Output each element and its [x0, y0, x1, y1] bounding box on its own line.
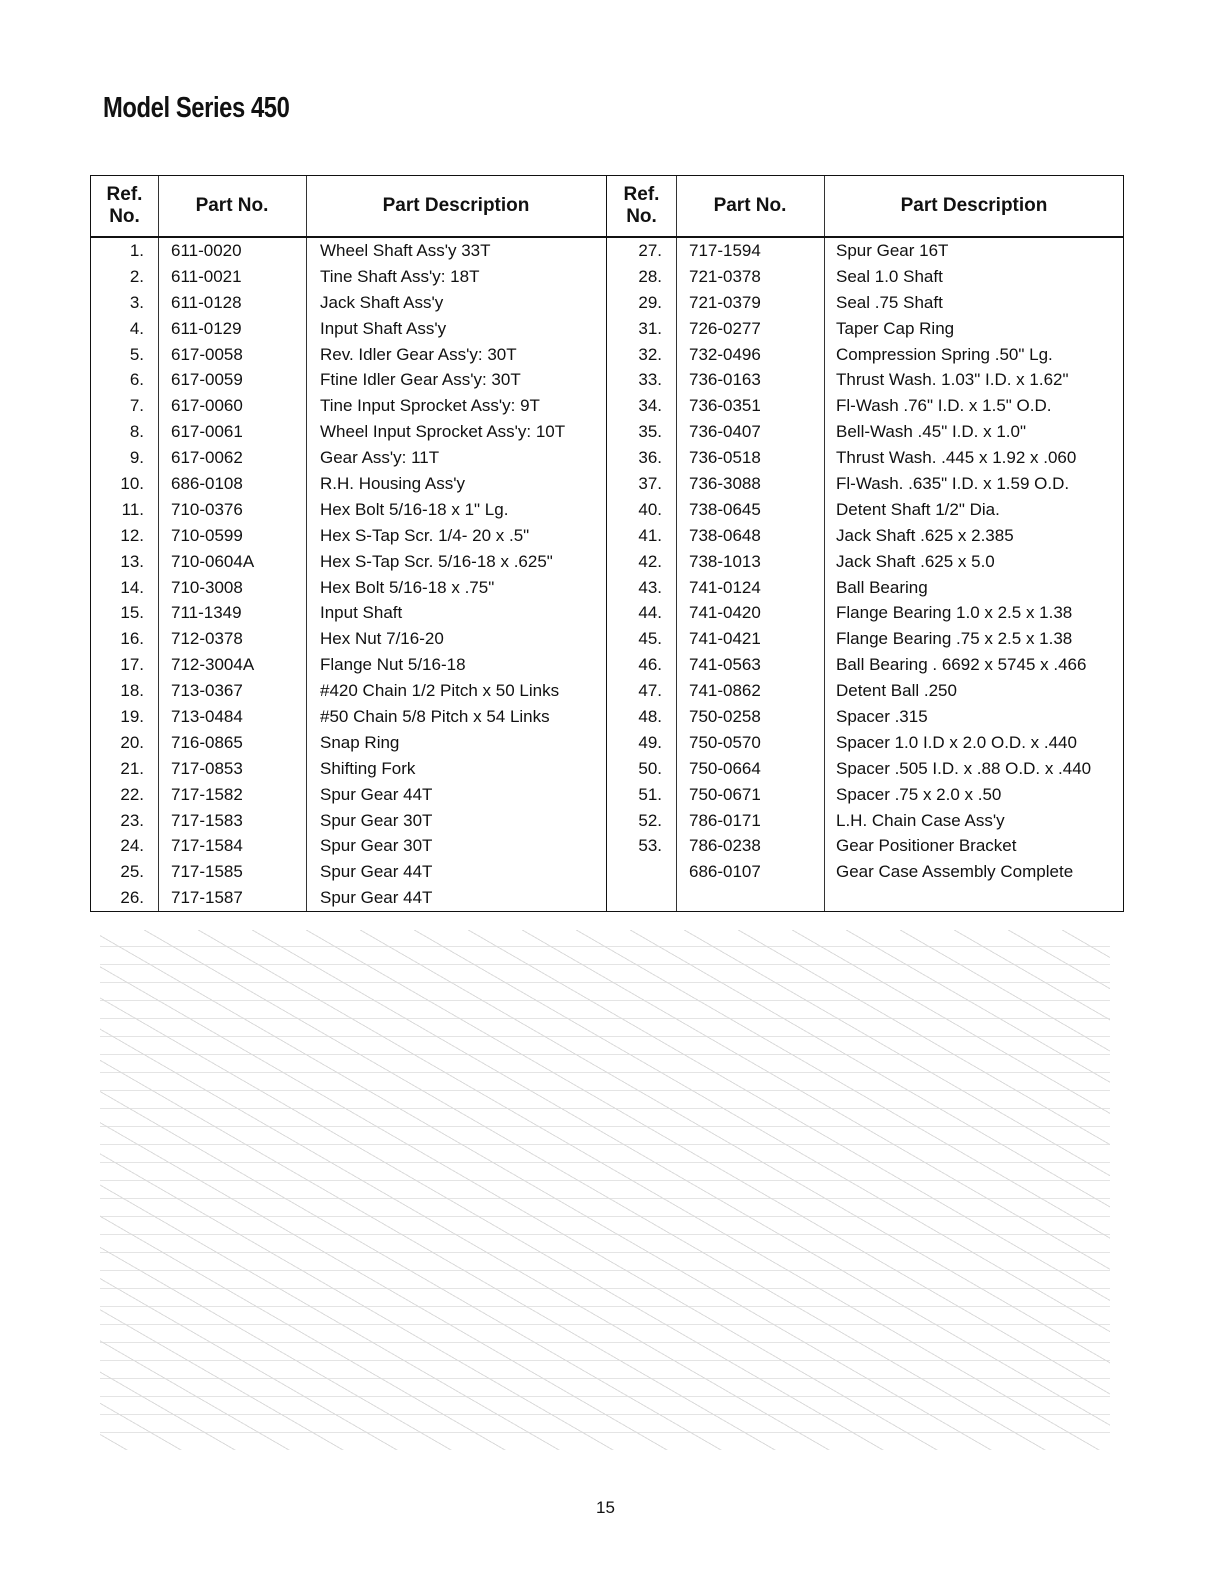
part-no-cell: 717-1585 — [171, 862, 243, 882]
table-row — [91, 756, 606, 782]
part-description-cell: Thrust Wash. 1.03" I.D. x 1.62" — [836, 370, 1069, 390]
table-row — [607, 445, 1123, 471]
part-description-cell: Spacer 1.0 I.D x 2.0 O.D. x .440 — [836, 732, 1077, 752]
part-description-cell: Fl-Wash .76" I.D. x 1.5" O.D. — [836, 396, 1052, 416]
ref-no-cell: 44. — [638, 603, 662, 623]
table-row — [91, 704, 606, 730]
ref-no-cell: 21. — [120, 758, 144, 778]
table-body — [607, 238, 1123, 885]
part-description-cell: Fl-Wash. .635" I.D. x 1.59 O.D. — [836, 474, 1070, 494]
part-no-cell: 741-0124 — [689, 577, 761, 597]
page-number: 15 — [596, 1498, 615, 1517]
table-row — [607, 316, 1123, 342]
ref-no-cell: 47. — [638, 681, 662, 701]
part-no-cell: 713-0367 — [171, 681, 243, 701]
part-description-cell: Hex S-Tap Scr. 1/4- 20 x .5" — [320, 525, 530, 545]
table-row — [91, 238, 606, 264]
ref-no-cell: 32. — [638, 344, 662, 364]
part-no-cell: 750-0258 — [689, 707, 761, 727]
table-row — [607, 600, 1123, 626]
table-row — [607, 782, 1123, 808]
part-no-cell: 617-0062 — [171, 448, 243, 468]
part-no-cell: 738-1013 — [689, 551, 761, 571]
ref-no-cell: 5. — [129, 344, 144, 364]
ref-no-cell: 14. — [120, 577, 144, 597]
table-row — [607, 808, 1123, 834]
table-row — [91, 497, 606, 523]
ref-no-cell: 4. — [129, 318, 144, 338]
ref-no-cell: 40. — [638, 499, 662, 519]
ref-no-cell: 1. — [129, 241, 144, 260]
table-row — [91, 264, 606, 290]
ref-no-cell: 12. — [120, 525, 144, 545]
ref-no-cell: 52. — [638, 810, 662, 830]
part-no-cell: 721-0379 — [689, 292, 761, 312]
table-row — [607, 238, 1123, 264]
table-row — [607, 626, 1123, 652]
part-no-cell: 712-3004A — [171, 655, 255, 675]
part-no-cell: 741-0862 — [689, 681, 761, 701]
scan-dot-pattern — [100, 930, 1110, 1450]
part-no-cell: 611-0021 — [171, 266, 242, 286]
part-no-cell: 686-0107 — [689, 862, 761, 882]
table-row — [607, 575, 1123, 601]
part-description-cell: Flange Nut 5/16-18 — [320, 655, 466, 675]
table-row — [607, 342, 1123, 368]
part-description-cell: L.H. Chain Case Ass'y — [836, 810, 1005, 830]
table-row — [91, 885, 606, 911]
parts-table — [90, 175, 1124, 912]
part-no-cell: 710-3008 — [171, 577, 243, 597]
ref-no-cell: 17. — [120, 655, 144, 675]
ref-no-cell: 29. — [638, 292, 662, 312]
table-row — [91, 342, 606, 368]
part-no-cell: 741-0563 — [689, 655, 761, 675]
part-description-cell: Flange Bearing .75 x 2.5 x 1.38 — [836, 629, 1073, 649]
table-row — [607, 523, 1123, 549]
ref-no-cell: 15. — [120, 603, 144, 623]
ref-no-cell: 20. — [120, 732, 144, 752]
part-no-cell: 717-1587 — [171, 888, 243, 908]
part-description-cell: Tine Shaft Ass'y: 18T — [320, 266, 480, 286]
part-description-cell: Ftine Idler Gear Ass'y: 30T — [320, 370, 521, 390]
part-no-cell: 716-0865 — [171, 732, 243, 752]
table-row — [607, 264, 1123, 290]
part-description-cell: #50 Chain 5/8 Pitch x 54 Links — [320, 707, 550, 727]
table-row — [91, 600, 606, 626]
part-description-cell: Spur Gear 30T — [320, 810, 433, 830]
table-row — [91, 393, 606, 419]
ref-no-cell: 13. — [120, 551, 144, 571]
part-no-cell: 686-0108 — [171, 474, 243, 494]
part-no-cell: 611-0129 — [171, 318, 242, 338]
ref-no-cell: 25. — [120, 862, 144, 882]
part-no-cell: 712-0378 — [171, 629, 243, 649]
ref-no-cell: 7. — [129, 396, 144, 416]
part-no-cell: 741-0421 — [689, 629, 761, 649]
part-description-cell: Spur Gear 44T — [320, 888, 433, 908]
part-description-cell: Hex Bolt 5/16-18 x 1" Lg. — [320, 499, 509, 519]
part-description-cell: Hex Bolt 5/16-18 x .75" — [320, 577, 495, 597]
ref-no-cell: 24. — [120, 836, 144, 856]
part-no-cell: 617-0058 — [171, 344, 243, 364]
ref-no-cell: 3. — [129, 292, 144, 312]
part-description-cell: Hex Nut 7/16-20 — [320, 629, 444, 649]
part-no-cell: 717-1583 — [171, 810, 243, 830]
part-no-cell: 738-0648 — [689, 525, 761, 545]
ref-no-cell: 35. — [638, 422, 662, 442]
part-description-cell: Thrust Wash. .445 x 1.92 x .060 — [836, 448, 1077, 468]
ref-no-cell: 45. — [638, 629, 662, 649]
part-description-cell: Spur Gear 30T — [320, 836, 433, 856]
header-ref-no: Ref. No. — [623, 184, 660, 227]
ref-no-cell: 37. — [638, 474, 662, 494]
table-row — [91, 471, 606, 497]
part-description-cell: Flange Bearing 1.0 x 2.5 x 1.38 — [836, 603, 1073, 623]
part-description-cell: Seal .75 Shaft — [836, 292, 943, 312]
part-no-cell: 721-0378 — [689, 266, 761, 286]
part-description-cell: Wheel Shaft Ass'y 33T — [320, 241, 491, 260]
part-description-cell: #420 Chain 1/2 Pitch x 50 Links — [320, 681, 560, 701]
table-row — [607, 652, 1123, 678]
header-part-no: Part No. — [195, 195, 269, 216]
part-no-cell: 750-0671 — [689, 784, 761, 804]
part-description-cell: Jack Shaft Ass'y — [320, 292, 444, 312]
part-description-cell: Bell-Wash .45" I.D. x 1.0" — [836, 422, 1027, 442]
table-row — [607, 471, 1123, 497]
part-description-cell: Jack Shaft .625 x 2.385 — [836, 525, 1014, 545]
part-no-cell: 717-0853 — [171, 758, 243, 778]
part-description-cell: Gear Ass'y: 11T — [320, 448, 440, 468]
part-description-cell: Input Shaft Ass'y — [320, 318, 447, 338]
part-description-cell: Rev. Idler Gear Ass'y: 30T — [320, 344, 517, 364]
part-description-cell: Gear Positioner Bracket — [836, 836, 1017, 856]
part-no-cell: 736-0407 — [689, 422, 761, 442]
part-description-cell: Compression Spring .50" Lg. — [836, 344, 1053, 364]
part-no-cell: 711-1349 — [171, 603, 242, 623]
ref-no-cell: 16. — [120, 629, 144, 649]
part-no-cell: 736-0351 — [689, 396, 761, 416]
part-no-cell: 717-1584 — [171, 836, 243, 856]
ref-no-cell: 51. — [638, 784, 662, 804]
part-no-cell: 717-1594 — [689, 241, 761, 260]
ref-no-cell: 41. — [638, 525, 662, 545]
page-title: Model Series 450 — [103, 92, 290, 124]
part-description-cell: Seal 1.0 Shaft — [836, 266, 943, 286]
part-description-cell: Spacer .75 x 2.0 x .50 — [836, 784, 1002, 804]
part-description-cell: Spur Gear 44T — [320, 784, 433, 804]
part-no-cell: 710-0376 — [171, 499, 243, 519]
ref-no-cell: 28. — [638, 266, 662, 286]
table-row — [91, 523, 606, 549]
table-row — [607, 756, 1123, 782]
ref-no-cell: 34. — [638, 396, 662, 416]
part-no-cell: 611-0020 — [171, 241, 242, 260]
ref-no-cell: 46. — [638, 655, 662, 675]
ref-no-cell: 22. — [120, 784, 144, 804]
part-no-cell: 750-0664 — [689, 758, 761, 778]
ref-no-cell: 18. — [120, 681, 144, 701]
part-description-cell: Detent Shaft 1/2" Dia. — [836, 499, 1000, 519]
table-row — [607, 678, 1123, 704]
table-row — [91, 290, 606, 316]
table-row — [91, 859, 606, 885]
ref-no-cell: 9. — [129, 448, 144, 468]
table-row — [607, 730, 1123, 756]
header-part-description: Part Description — [900, 195, 1048, 216]
ref-no-cell: 27. — [638, 241, 662, 260]
part-description-cell: Spacer .505 I.D. x .88 O.D. x .440 — [836, 758, 1092, 778]
part-description-cell: Detent Ball .250 — [836, 681, 957, 701]
ref-no-cell: 31. — [638, 318, 662, 338]
table-row — [91, 626, 606, 652]
part-no-cell: 717-1582 — [171, 784, 243, 804]
parts-table-right — [607, 176, 1123, 911]
part-no-cell: 736-3088 — [689, 474, 761, 494]
table-row — [91, 833, 606, 859]
table-row — [91, 652, 606, 678]
part-no-cell: 786-0171 — [689, 810, 761, 830]
part-no-cell: 736-0163 — [689, 370, 761, 390]
part-description-cell: Tine Input Sprocket Ass'y: 9T — [320, 396, 540, 416]
table-row — [91, 782, 606, 808]
ref-no-cell: 26. — [120, 888, 144, 908]
table-row — [607, 367, 1123, 393]
part-description-cell: R.H. Housing Ass'y — [320, 474, 465, 494]
header-ref-no: Ref. No. — [106, 184, 143, 227]
part-description-cell: Wheel Input Sprocket Ass'y: 10T — [320, 422, 566, 442]
table-row — [607, 497, 1123, 523]
part-description-cell: Ball Bearing — [836, 577, 928, 597]
ref-no-cell: 42. — [638, 551, 662, 571]
ref-no-cell: 11. — [121, 499, 144, 519]
part-no-cell: 786-0238 — [689, 836, 761, 856]
table-body — [91, 238, 606, 911]
ref-no-cell: 8. — [129, 422, 144, 442]
part-no-cell: 617-0059 — [171, 370, 243, 390]
part-no-cell: 617-0060 — [171, 396, 243, 416]
ref-no-cell: 36. — [638, 448, 662, 468]
part-no-cell: 617-0061 — [171, 422, 243, 442]
header-part-no: Part No. — [713, 195, 787, 216]
part-no-cell: 736-0518 — [689, 448, 761, 468]
part-description-cell: Hex S-Tap Scr. 5/16-18 x .625" — [320, 551, 553, 571]
part-description-cell: Spur Gear 44T — [320, 862, 433, 882]
part-description-cell: Snap Ring — [320, 732, 400, 752]
table-row — [91, 678, 606, 704]
part-description-cell: Spur Gear 16T — [836, 241, 949, 260]
part-description-cell: Spacer .315 — [836, 707, 928, 727]
part-description-cell: Jack Shaft .625 x 5.0 — [836, 551, 995, 571]
part-no-cell: 710-0604A — [171, 551, 255, 571]
part-no-cell: 713-0484 — [171, 707, 243, 727]
ref-no-cell: 53. — [638, 836, 662, 856]
table-row — [607, 393, 1123, 419]
table-row — [607, 549, 1123, 575]
table-row — [91, 808, 606, 834]
ref-no-cell: 43. — [638, 577, 662, 597]
ref-no-cell: 6. — [129, 370, 144, 390]
table-row — [607, 833, 1123, 859]
ref-no-cell: 23. — [120, 810, 144, 830]
ref-no-cell: 10. — [120, 474, 144, 494]
table-row — [91, 445, 606, 471]
part-description-cell: Gear Case Assembly Complete — [836, 862, 1074, 882]
ref-no-cell: 2. — [129, 266, 144, 286]
table-row — [91, 575, 606, 601]
table-row — [91, 367, 606, 393]
part-no-cell: 710-0599 — [171, 525, 243, 545]
ref-no-cell: 49. — [638, 732, 662, 752]
part-no-cell: 726-0277 — [689, 318, 761, 338]
table-row — [607, 290, 1123, 316]
part-no-cell: 611-0128 — [171, 292, 242, 312]
table-row — [91, 419, 606, 445]
parts-table-left — [91, 176, 607, 911]
table-header — [607, 176, 1123, 238]
header-part-description: Part Description — [382, 195, 530, 216]
ref-no-cell: 19. — [120, 707, 144, 727]
part-description-cell: Taper Cap Ring — [836, 318, 955, 338]
part-no-cell: 738-0645 — [689, 499, 761, 519]
table-row — [607, 419, 1123, 445]
ref-no-cell: 50. — [638, 758, 662, 778]
ref-no-cell: 33. — [638, 370, 662, 390]
part-description-cell: Ball Bearing . 6692 x 5745 x .466 — [836, 655, 1087, 675]
part-description-cell: Input Shaft — [320, 603, 403, 623]
table-row — [607, 704, 1123, 730]
table-row — [607, 859, 1123, 885]
part-description-cell: Shifting Fork — [320, 758, 416, 778]
part-no-cell: 732-0496 — [689, 344, 761, 364]
table-header — [91, 176, 606, 238]
table-row — [91, 730, 606, 756]
table-row — [91, 549, 606, 575]
table-row — [91, 316, 606, 342]
part-no-cell: 750-0570 — [689, 732, 761, 752]
ref-no-cell: 48. — [638, 707, 662, 727]
part-no-cell: 741-0420 — [689, 603, 761, 623]
